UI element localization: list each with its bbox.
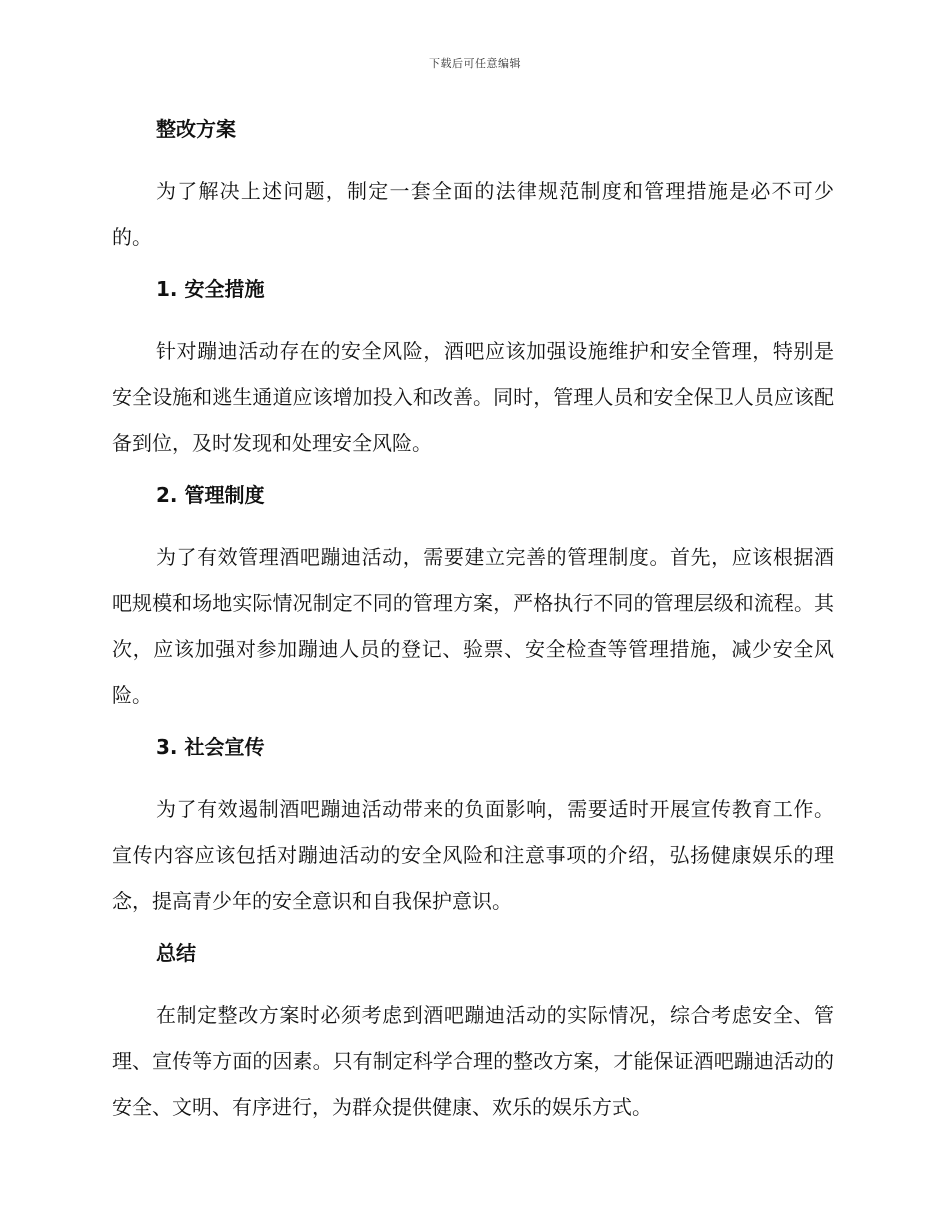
summary-paragraph: 在制定整改方案时必须考虑到酒吧蹦迪活动的实际情况，综合考虑安全、管理、宣传等方面的因素。只有制定科学合理的整改方案，才能保证酒吧蹦迪活动的安全、文明、有序进行，为群众提供健康、欢乐的娱乐方式。 xyxy=(112,1003,834,1119)
section-body-publicity: 为了有效遏制酒吧蹦迪活动带来的负面影响，需要适时开展宣传教育工作。宣传内容应该包括对蹦迪活动的安全风险和注意事项的介绍，弘扬健康娱乐的理念，提高青少年的安全意识和自我保护意识。 xyxy=(112,797,834,913)
document-body xyxy=(112,112,834,1142)
section-body-management: 为了有效管理酒吧蹦迪活动，需要建立完善的管理制度。首先，应该根据酒吧规模和场地实际情况制定不同的管理方案，严格执行不同的管理层级和流程。其次，应该加强对参加蹦迪人员的登记、验票、安全检查等管理措施，减少安全风险。 xyxy=(112,545,834,707)
document-title: 整改方案 xyxy=(156,117,236,141)
section-heading-publicity: 3. 社会宣传 xyxy=(156,735,265,759)
section-heading-management: 2. 管理制度 xyxy=(156,483,265,507)
section-body-safety: 针对蹦迪活动存在的安全风险，酒吧应该加强设施维护和安全管理，特别是安全设施和逃生通道应该增加投入和改善。同时，管理人员和安全保卫人员应该配备到位，及时发现和处理安全风险。 xyxy=(112,339,834,455)
section-heading-safety: 1. 安全措施 xyxy=(156,277,265,301)
page-header: 下载后可任意编辑 xyxy=(429,57,521,70)
intro-paragraph: 为了解决上述问题，制定一套全面的法律规范制度和管理措施是必不可少的。 xyxy=(112,179,834,249)
summary-heading: 总结 xyxy=(156,941,196,965)
